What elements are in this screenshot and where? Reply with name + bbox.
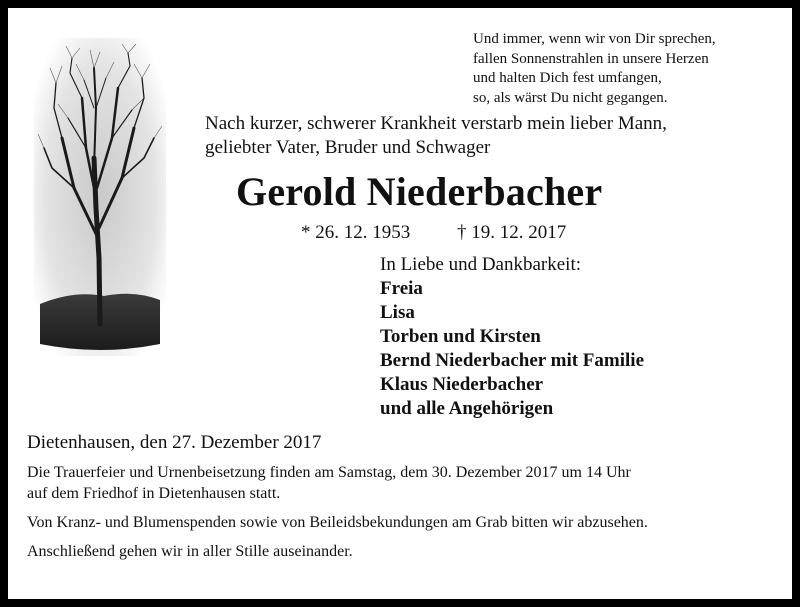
funeral-details: [27, 462, 787, 570]
mourner-name: Klaus Niederbacher: [380, 374, 544, 395]
wreath-note: Von Kranz- und Blumenspenden sowie von Beileidsbekundungen am Grab bitten wir abzusehen.: [27, 514, 648, 531]
mourners-list: [380, 277, 780, 421]
place-date: Dietenhausen, den 27. Dezember 2017: [27, 432, 322, 453]
intro-line: geliebter Vater, Bruder und Schwager: [205, 137, 491, 158]
intro-text: [205, 112, 765, 160]
mourner-name: Freia: [380, 278, 423, 299]
obituary-notice: [8, 8, 792, 599]
poem-line: so, als wärst Du nicht gegangen.: [473, 89, 668, 106]
mourner-name: Bernd Niederbacher mit Familie: [380, 350, 645, 371]
closing-note: Anschließend gehen wir in aller Stille auseinander.: [27, 543, 353, 560]
intro-line: Nach kurzer, schwerer Krankheit verstarb mein lieber Mann,: [205, 113, 667, 134]
poem-line: und halten Dich fest umfangen,: [473, 70, 662, 86]
death-date: † 19. 12. 2017: [457, 222, 567, 243]
mourner-name: und alle Angehörigen: [380, 398, 554, 419]
poem: [473, 30, 773, 108]
thanks-heading: In Liebe und Dankbarkeit:: [380, 254, 582, 275]
funeral-line: Die Trauerfeier und Urnenbeisetzung finden am Samstag, dem 30. Dezember 2017 um 14 Uhr: [27, 464, 631, 481]
poem-line: Und immer, wenn wir von Dir sprechen,: [473, 31, 716, 47]
funeral-line: auf dem Friedhof in Dietenhausen statt.: [27, 485, 281, 502]
deceased-name: Gerold Niederbacher: [236, 169, 603, 214]
poem-line: fallen Sonnenstrahlen in unsere Herzen: [473, 50, 709, 67]
birth-date: * 26. 12. 1953: [301, 222, 411, 243]
mourner-name: Lisa: [380, 302, 415, 323]
mourners-block: [380, 253, 780, 421]
funeral-info: [27, 462, 787, 504]
bare-tree-icon: [34, 38, 166, 356]
bare-tree-photo: [34, 38, 166, 356]
mourner-name: Torben und Kirsten: [380, 326, 541, 347]
